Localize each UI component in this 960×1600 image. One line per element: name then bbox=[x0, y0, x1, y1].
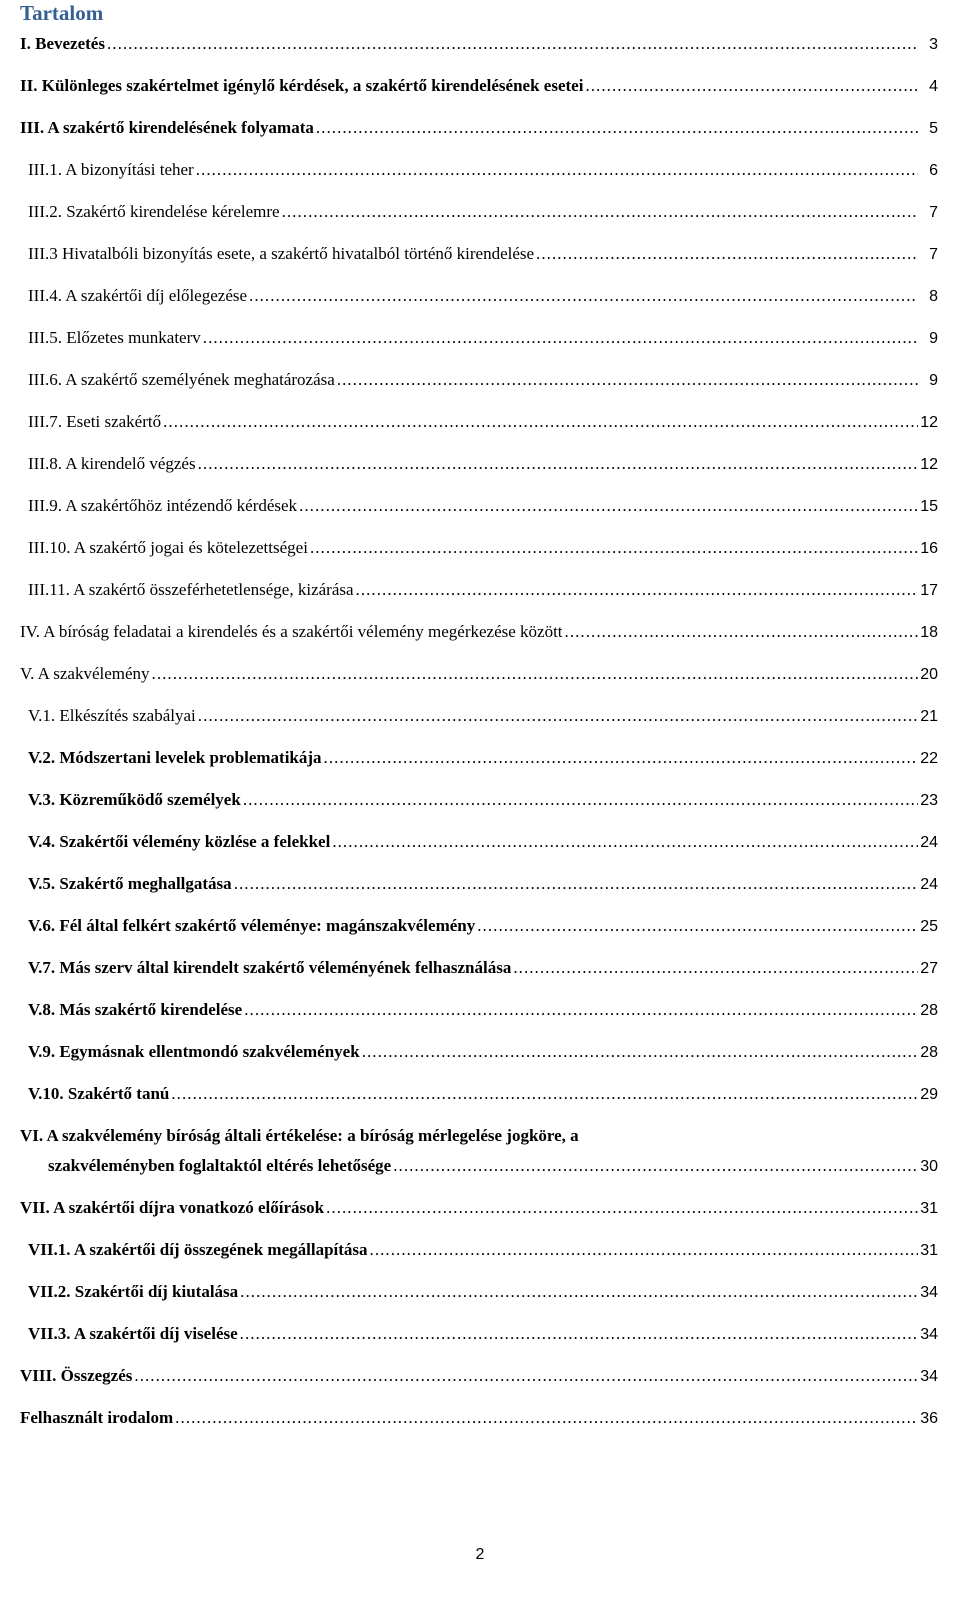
toc-entry[interactable] bbox=[28, 328, 938, 354]
toc-entry-page: 27 bbox=[920, 960, 938, 977]
toc-entry-page: 17 bbox=[920, 582, 938, 599]
toc-entry-page: 20 bbox=[920, 666, 938, 683]
toc-entry-page: 28 bbox=[920, 1044, 938, 1061]
toc-entry-page: 34 bbox=[920, 1368, 938, 1385]
toc-entry-page: 9 bbox=[929, 330, 938, 347]
dot-leader bbox=[565, 622, 918, 642]
toc-entry-label: III.5. Előzetes munkaterv bbox=[28, 328, 201, 347]
toc-entry-page: 29 bbox=[920, 1086, 938, 1103]
toc-entry-page: 4 bbox=[929, 78, 938, 95]
toc-entry-page: 7 bbox=[929, 204, 938, 221]
toc-entry-label: V. A szakvélemény bbox=[20, 664, 150, 683]
toc-entry[interactable] bbox=[28, 370, 938, 396]
dot-leader bbox=[316, 118, 918, 138]
toc-entry[interactable] bbox=[28, 496, 938, 522]
dot-leader bbox=[175, 1408, 918, 1428]
page-number: 2 bbox=[475, 1546, 485, 1563]
toc-entry[interactable] bbox=[20, 76, 938, 102]
toc-entry-label: III.8. A kirendelő végzés bbox=[28, 454, 196, 473]
dot-leader bbox=[152, 664, 918, 684]
toc-entry-page: 18 bbox=[920, 624, 938, 641]
toc-entry-page: 3 bbox=[929, 36, 938, 53]
toc-entry-label: V.6. Fél által felkért szakértő véleménye: magánszakvélemény bbox=[28, 916, 476, 935]
toc-entry-label: szakvéleményben foglaltaktól eltérés lehetősége bbox=[48, 1156, 392, 1175]
toc-entry-page: 36 bbox=[920, 1410, 938, 1427]
toc-entry-label: III. A szakértő kirendelésének folyamata bbox=[20, 118, 314, 137]
toc-title: Tartalom bbox=[20, 1, 104, 25]
toc-entry[interactable] bbox=[28, 790, 938, 816]
toc-entry-label: Felhasznált irodalom bbox=[20, 1408, 174, 1427]
dot-leader bbox=[163, 412, 918, 432]
dot-leader bbox=[326, 1198, 918, 1218]
toc-entry[interactable] bbox=[28, 1282, 938, 1308]
toc-entry-label: III.6. A szakértő személyének meghatározása bbox=[28, 370, 335, 389]
toc-entry-page: 6 bbox=[929, 162, 938, 179]
toc-entry[interactable] bbox=[28, 832, 938, 858]
toc-entry[interactable] bbox=[20, 118, 938, 144]
dot-leader bbox=[513, 958, 918, 978]
toc-entry-label: V.9. Egymásnak ellentmondó szakvélemények bbox=[28, 1042, 360, 1061]
toc-entry-page: 12 bbox=[920, 456, 938, 473]
dot-leader bbox=[198, 454, 918, 474]
toc-entry-page: 15 bbox=[920, 498, 938, 515]
dot-leader bbox=[198, 706, 918, 726]
toc-entry-page: 34 bbox=[920, 1326, 938, 1343]
toc-entry-page: 34 bbox=[920, 1284, 938, 1301]
dot-leader bbox=[536, 244, 918, 264]
toc-entry-page: 23 bbox=[920, 792, 938, 809]
toc-entry-label: V.5. Szakértő meghallgatása bbox=[28, 874, 232, 893]
toc-entry-label: III.1. A bizonyítási teher bbox=[28, 160, 194, 179]
dot-leader bbox=[337, 370, 918, 390]
toc-entry-label: III.9. A szakértőhöz intézendő kérdések bbox=[28, 496, 298, 515]
toc-entry[interactable] bbox=[28, 1042, 938, 1068]
toc-entry-page: 31 bbox=[920, 1200, 938, 1217]
toc-entry-label: VII.1. A szakértői díj összegének megállapítása bbox=[28, 1240, 368, 1259]
toc-entry[interactable] bbox=[28, 286, 938, 312]
toc-entry-label: V.2. Módszertani levelek problematikája bbox=[28, 748, 322, 767]
dot-leader bbox=[332, 832, 918, 852]
toc-entry[interactable] bbox=[28, 580, 938, 606]
dot-leader bbox=[477, 916, 918, 936]
dot-leader bbox=[585, 76, 918, 96]
toc-entry[interactable] bbox=[20, 34, 938, 60]
dot-leader bbox=[240, 1324, 918, 1344]
dot-leader bbox=[370, 1240, 918, 1260]
toc-entry-page: 7 bbox=[929, 246, 938, 263]
toc-entry-page: 5 bbox=[929, 120, 938, 137]
toc-entry[interactable] bbox=[20, 1366, 938, 1392]
dot-leader bbox=[107, 34, 918, 54]
toc-entry-label: VIII. Összegzés bbox=[20, 1366, 133, 1385]
toc-entry[interactable] bbox=[48, 1156, 938, 1182]
toc-entry[interactable] bbox=[28, 454, 938, 480]
toc-entry-page: 16 bbox=[920, 540, 938, 557]
dot-leader bbox=[362, 1042, 918, 1062]
toc-entry-label: III.10. A szakértő jogai és kötelezettségei bbox=[28, 538, 308, 557]
toc-entry[interactable] bbox=[28, 538, 938, 564]
toc-entry[interactable] bbox=[20, 622, 938, 648]
dot-leader bbox=[310, 538, 918, 558]
toc-entry-page: 25 bbox=[920, 918, 938, 935]
toc-entry[interactable] bbox=[20, 1408, 938, 1434]
toc-entry-label: V.1. Elkészítés szabályai bbox=[28, 706, 196, 725]
toc-entry-label: III.11. A szakértő összeférhetetlensége, kizárása bbox=[28, 580, 354, 599]
toc-entry-page: 24 bbox=[920, 834, 938, 851]
toc-entry[interactable] bbox=[28, 244, 938, 270]
dot-leader bbox=[196, 160, 918, 180]
dot-leader bbox=[393, 1156, 918, 1176]
toc-entry-label: II. Különleges szakértelmet igénylő kérdések, a szakértő kirendelésének esetei bbox=[20, 76, 584, 95]
dot-leader bbox=[356, 580, 918, 600]
toc-entry-label: IV. A bíróság feladatai a kirendelés és a szakértői vélemény megérkezése között bbox=[20, 622, 563, 641]
toc-entry-label: V.4. Szakértői vélemény közlése a felekkel bbox=[28, 832, 331, 851]
toc-entry[interactable] bbox=[28, 916, 938, 942]
toc-entry[interactable] bbox=[28, 706, 938, 732]
toc-entry[interactable] bbox=[28, 874, 938, 900]
toc-entry[interactable] bbox=[28, 1324, 938, 1350]
toc-entry[interactable] bbox=[28, 202, 938, 228]
dot-leader bbox=[324, 748, 918, 768]
toc-entry-page: 30 bbox=[920, 1158, 938, 1175]
toc-entry[interactable] bbox=[28, 1240, 938, 1266]
dot-leader bbox=[299, 496, 918, 516]
toc-entry[interactable] bbox=[28, 748, 938, 774]
toc-entry-page: 8 bbox=[929, 288, 938, 305]
toc-entry-label: V.7. Más szerv által kirendelt szakértő véleményének felhasználása bbox=[28, 958, 512, 977]
toc-entry-label: VII.3. A szakértői díj viselése bbox=[28, 1324, 238, 1343]
toc-entry-page: 12 bbox=[920, 414, 938, 431]
toc-entry-label: III.2. Szakértő kirendelése kérelemre bbox=[28, 202, 280, 221]
toc-entry-page: 24 bbox=[920, 876, 938, 893]
toc-entry-label: III.3 Hivatalbóli bizonyítás esete, a szakértő hivatalból történő kirendelése bbox=[28, 244, 535, 263]
toc-entry[interactable] bbox=[28, 1084, 938, 1110]
toc-entry-label: V.10. Szakértő tanú bbox=[28, 1084, 170, 1103]
dot-leader bbox=[171, 1084, 918, 1104]
dot-leader bbox=[243, 790, 918, 810]
toc-entry-label: V.3. Közreműködő személyek bbox=[28, 790, 241, 809]
toc-entry[interactable] bbox=[28, 1000, 938, 1026]
toc-entry-wrapped-line[interactable]: VI. A szakvélemény bíróság általi értékelése: a bíróság mérlegelése jogköre, a bbox=[20, 1126, 579, 1145]
toc-entry-page: 22 bbox=[920, 750, 938, 767]
toc-entry[interactable] bbox=[28, 958, 938, 984]
toc-entry-label: I. Bevezetés bbox=[20, 34, 105, 53]
toc-entry-label: III.7. Eseti szakértő bbox=[28, 412, 162, 431]
dot-leader bbox=[134, 1366, 918, 1386]
dot-leader bbox=[282, 202, 918, 222]
dot-leader bbox=[234, 874, 918, 894]
dot-leader bbox=[244, 1000, 918, 1020]
toc-entry-page: 21 bbox=[920, 708, 938, 725]
toc-entry[interactable] bbox=[28, 160, 938, 186]
toc-entry[interactable] bbox=[20, 1198, 938, 1224]
toc-entry-label: VII. A szakértői díjra vonatkozó előírások bbox=[20, 1198, 325, 1217]
toc-entry-page: 31 bbox=[920, 1242, 938, 1259]
toc-entry[interactable] bbox=[28, 412, 938, 438]
toc-entry-page: 28 bbox=[920, 1002, 938, 1019]
dot-leader bbox=[249, 286, 918, 306]
dot-leader bbox=[240, 1282, 918, 1302]
toc-entry-label: VII.2. Szakértői díj kiutalása bbox=[28, 1282, 239, 1301]
dot-leader bbox=[203, 328, 918, 348]
toc-entry[interactable] bbox=[20, 664, 938, 690]
toc-entry-label: III.4. A szakértői díj előlegezése bbox=[28, 286, 248, 305]
toc-entry-page: 9 bbox=[929, 372, 938, 389]
toc-entry-label: V.8. Más szakértő kirendelése bbox=[28, 1000, 243, 1019]
